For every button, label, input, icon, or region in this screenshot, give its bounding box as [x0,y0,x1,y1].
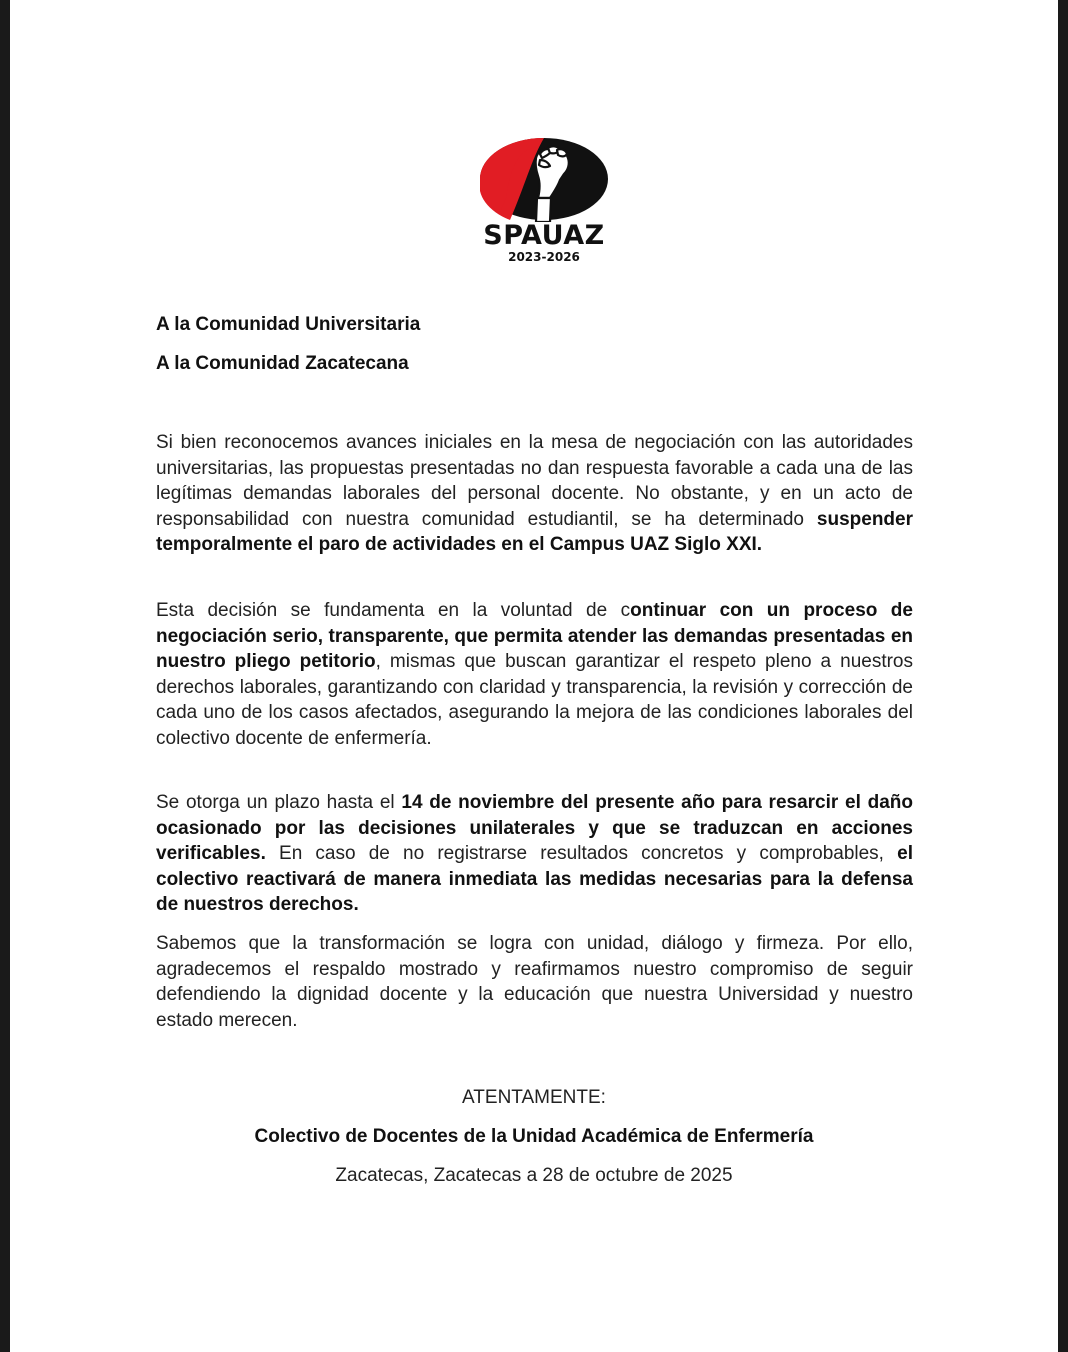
addressee-zacatecas: A la Comunidad Zacatecana [156,353,409,374]
paragraph-rationale [156,598,913,751]
spauaz-logo [480,138,620,266]
paragraph-emphasis: suspender temporalmente el paro de actividades en el Campus UAZ Siglo XXI. [156,508,913,555]
paragraph-text: , mismas que buscan garantizar el respeto pleno a nuestros derechos laborales, garantizando con claridad y transparencia, la revisión y corrección de cada uno de los casos afectados, asegurando la mejora de las condiciones laborales del colectivo docente de enfermería. [156,651,914,749]
paragraph-emphasis: el colectivo reactivará de manera inmediata las medidas necesarias para la defensa de nuestros derechos. [156,843,913,915]
paragraph-emphasis: 14 de noviembre del presente año para resarcir el daño ocasionado por las decisiones unilaterales y que se traduzcan en acciones verificables. [156,792,913,864]
paragraph-gratitude [156,931,913,1033]
paragraph-text: Si bien reconocemos avances iniciales en la mesa de negociación con las autoridades universitarias, las propuestas presentadas no dan respuesta favorable a cada una de las legítimas demandas laborales del personal docente. No obstante, y en un acto de responsabilidad con nuestra comunidad estudiantil, se ha determinado [156,432,913,530]
addressee-university: A la Comunidad Universitaria [156,314,421,335]
paragraph-emphasis: ontinuar con un proceso de negociación serio, transparente, que permita atender las demandas presentadas en nuestro pliego petitorio [156,600,913,672]
logo-years: 2023-2026 [508,250,580,264]
letter-page [10,0,1058,1352]
paragraph-suspension [156,430,913,558]
paragraph-text: Esta decisión se fundamenta en la voluntad de c [156,600,631,621]
logo-name: SPAUAZ [483,220,605,251]
raised-fist-icon [480,138,608,222]
paragraph-text: En caso de no registrarse resultados concretos y comprobables, [265,843,898,864]
paragraph-text: Se otorga un plazo hasta el [156,792,402,813]
paragraph-deadline [156,790,913,918]
place-date: Zacatecas, Zacatecas a 28 de octubre de 2025 [335,1165,733,1186]
signatory: Colectivo de Docentes de la Unidad Académica de Enfermería [254,1126,814,1147]
paragraph-text: Sabemos que la transformación se logra con unidad, diálogo y firmeza. Por ello, agradecemos el respaldo mostrado y reafirmamos nuestro compromiso de seguir defendiendo la dignidad docente y la educación que nuestra Universidad y nuestro estado merecen. [156,933,913,1031]
closing-salutation: ATENTAMENTE: [462,1087,606,1108]
